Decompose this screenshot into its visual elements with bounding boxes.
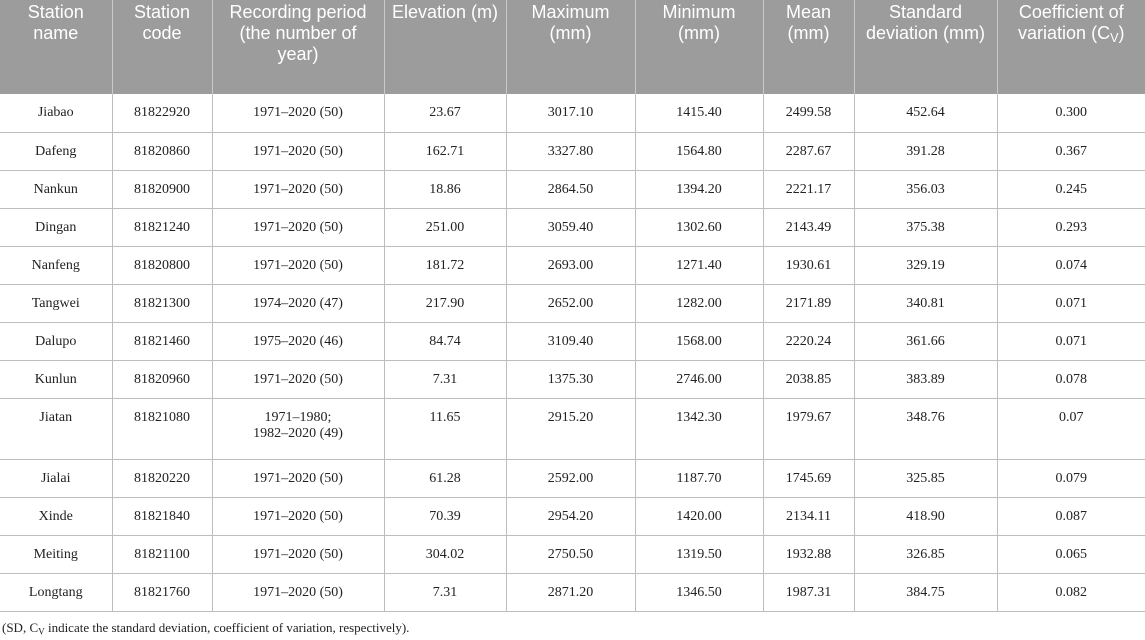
- period-line-1: 1971–1980;: [264, 409, 332, 425]
- cell-minimum: 1420.00: [635, 497, 763, 535]
- header-standard-deviation: Standard deviation (mm): [854, 0, 997, 94]
- cell-station-name: Jialai: [0, 459, 112, 497]
- cell-station-code: 81821100: [112, 535, 212, 573]
- cell-elevation: 11.65: [384, 398, 506, 459]
- cell-maximum: 1375.30: [506, 360, 635, 398]
- cell-standard-deviation: 340.81: [854, 284, 997, 322]
- cell-station-name: Nankun: [0, 170, 112, 208]
- cell-mean: 1745.69: [763, 459, 854, 497]
- cell-recording-period: 1971–2020 (50): [212, 497, 384, 535]
- cell-recording-period: 1971–2020 (50): [212, 246, 384, 284]
- cell-standard-deviation: 375.38: [854, 208, 997, 246]
- cell-recording-period: 1971–2020 (50): [212, 459, 384, 497]
- cell-standard-deviation: 361.66: [854, 322, 997, 360]
- cell-station-code: 81821080: [112, 398, 212, 459]
- cell-recording-period: 1971–2020 (50): [212, 360, 384, 398]
- cell-maximum: 2954.20: [506, 497, 635, 535]
- cell-station-name: Jiabao: [0, 94, 112, 132]
- cell-maximum: 2652.00: [506, 284, 635, 322]
- cell-minimum: 1394.20: [635, 170, 763, 208]
- cell-station-code: 81821240: [112, 208, 212, 246]
- cell-mean: 1932.88: [763, 535, 854, 573]
- cell-minimum: 1271.40: [635, 246, 763, 284]
- cell-station-code: 81820800: [112, 246, 212, 284]
- cell-station-code: 81820220: [112, 459, 212, 497]
- cell-elevation: 251.00: [384, 208, 506, 246]
- cell-elevation: 217.90: [384, 284, 506, 322]
- cell-maximum: 3059.40: [506, 208, 635, 246]
- header-cv-subscript: V: [1110, 31, 1119, 46]
- table-row: [0, 398, 1145, 459]
- cell-station-code: 81822920: [112, 94, 212, 132]
- cell-maximum: 2592.00: [506, 459, 635, 497]
- cell-maximum: 2693.00: [506, 246, 635, 284]
- cell-standard-deviation: 329.19: [854, 246, 997, 284]
- cell-recording-period: 1971–2020 (50): [212, 573, 384, 611]
- cell-elevation: 7.31: [384, 573, 506, 611]
- cell-station-name: Dafeng: [0, 132, 112, 170]
- cell-station-name: Nanfeng: [0, 246, 112, 284]
- cell-minimum: 1346.50: [635, 573, 763, 611]
- cell-mean: 2143.49: [763, 208, 854, 246]
- cell-coefficient-of-variation: 0.07: [997, 398, 1145, 459]
- cell-recording-period: 1971–2020 (50): [212, 535, 384, 573]
- cell-station-code: 81820900: [112, 170, 212, 208]
- cell-station-code: 81821300: [112, 284, 212, 322]
- cell-mean: 1979.67: [763, 398, 854, 459]
- cell-standard-deviation: 384.75: [854, 573, 997, 611]
- cell-maximum: 2915.20: [506, 398, 635, 459]
- cell-minimum: 1282.00: [635, 284, 763, 322]
- cell-coefficient-of-variation: 0.245: [997, 170, 1145, 208]
- cell-mean: 2499.58: [763, 94, 854, 132]
- cell-minimum: 1342.30: [635, 398, 763, 459]
- cell-elevation: 84.74: [384, 322, 506, 360]
- table-row: [0, 322, 1145, 360]
- table-row: [0, 208, 1145, 246]
- table-row: [0, 94, 1145, 132]
- cell-elevation: 162.71: [384, 132, 506, 170]
- cell-minimum: 1568.00: [635, 322, 763, 360]
- table-row: [0, 360, 1145, 398]
- cell-station-name: Dingan: [0, 208, 112, 246]
- cell-station-code: 81821840: [112, 497, 212, 535]
- cell-standard-deviation: 326.85: [854, 535, 997, 573]
- cell-recording-period: [212, 398, 384, 459]
- cell-recording-period: 1971–2020 (50): [212, 94, 384, 132]
- cell-elevation: 61.28: [384, 459, 506, 497]
- cell-standard-deviation: 452.64: [854, 94, 997, 132]
- table-row: [0, 497, 1145, 535]
- table-row: [0, 573, 1145, 611]
- cell-minimum: 1564.80: [635, 132, 763, 170]
- cell-elevation: 304.02: [384, 535, 506, 573]
- cell-coefficient-of-variation: 0.078: [997, 360, 1145, 398]
- cell-elevation: 23.67: [384, 94, 506, 132]
- header-station-code: Station code: [112, 0, 212, 94]
- cell-station-name: Jiatan: [0, 398, 112, 459]
- table-header-row: [0, 0, 1145, 94]
- cell-coefficient-of-variation: 0.293: [997, 208, 1145, 246]
- cell-minimum: 2746.00: [635, 360, 763, 398]
- header-station-name: Station name: [0, 0, 112, 94]
- cell-elevation: 70.39: [384, 497, 506, 535]
- cell-station-name: Tangwei: [0, 284, 112, 322]
- cell-recording-period: 1971–2020 (50): [212, 170, 384, 208]
- table-row: [0, 535, 1145, 573]
- cell-minimum: 1319.50: [635, 535, 763, 573]
- table-row: [0, 132, 1145, 170]
- cell-coefficient-of-variation: 0.071: [997, 284, 1145, 322]
- header-minimum: Minimum (mm): [635, 0, 763, 94]
- cell-station-code: 81821460: [112, 322, 212, 360]
- cell-elevation: 181.72: [384, 246, 506, 284]
- cell-station-code: 81820860: [112, 132, 212, 170]
- table-body: [0, 94, 1145, 611]
- footnote-part2: indicate the standard deviation, coefficient of variation, respectively).: [44, 620, 410, 635]
- header-coefficient-of-variation: [997, 0, 1145, 94]
- cell-recording-period: 1971–2020 (50): [212, 208, 384, 246]
- cell-recording-period: 1975–2020 (46): [212, 322, 384, 360]
- header-maximum: Maximum (mm): [506, 0, 635, 94]
- cell-maximum: 2864.50: [506, 170, 635, 208]
- header-cv-text: Coefficient of variation (C: [1018, 2, 1124, 43]
- footnote-subscript: V: [38, 626, 45, 637]
- cell-standard-deviation: 383.89: [854, 360, 997, 398]
- table-row: [0, 459, 1145, 497]
- cell-recording-period: 1971–2020 (50): [212, 132, 384, 170]
- cell-minimum: 1415.40: [635, 94, 763, 132]
- table-row: [0, 246, 1145, 284]
- cell-coefficient-of-variation: 0.367: [997, 132, 1145, 170]
- cell-mean: 2287.67: [763, 132, 854, 170]
- cell-recording-period: 1974–2020 (47): [212, 284, 384, 322]
- table-footnote: [2, 620, 409, 636]
- cell-coefficient-of-variation: 0.300: [997, 94, 1145, 132]
- cell-standard-deviation: 356.03: [854, 170, 997, 208]
- cell-standard-deviation: 348.76: [854, 398, 997, 459]
- cell-station-name: Dalupo: [0, 322, 112, 360]
- cell-minimum: 1187.70: [635, 459, 763, 497]
- cell-coefficient-of-variation: 0.071: [997, 322, 1145, 360]
- cell-station-name: Meiting: [0, 535, 112, 573]
- cell-mean: 2038.85: [763, 360, 854, 398]
- cell-mean: 1987.31: [763, 573, 854, 611]
- cell-mean: 2220.24: [763, 322, 854, 360]
- cell-standard-deviation: 325.85: [854, 459, 997, 497]
- cell-mean: 2134.11: [763, 497, 854, 535]
- cell-elevation: 18.86: [384, 170, 506, 208]
- cell-standard-deviation: 391.28: [854, 132, 997, 170]
- header-elevation: Elevation (m): [384, 0, 506, 94]
- period-line-2: 1982–2020 (49): [253, 425, 343, 441]
- cell-maximum: 2750.50: [506, 535, 635, 573]
- table-row: [0, 170, 1145, 208]
- cell-mean: 2171.89: [763, 284, 854, 322]
- header-mean: Mean (mm): [763, 0, 854, 94]
- cell-elevation: 7.31: [384, 360, 506, 398]
- cell-station-name: Xinde: [0, 497, 112, 535]
- cell-coefficient-of-variation: 0.082: [997, 573, 1145, 611]
- cell-coefficient-of-variation: 0.079: [997, 459, 1145, 497]
- cell-station-code: 81820960: [112, 360, 212, 398]
- cell-station-name: Kunlun: [0, 360, 112, 398]
- cell-maximum: 3109.40: [506, 322, 635, 360]
- header-cv-close: ): [1118, 23, 1125, 43]
- cell-standard-deviation: 418.90: [854, 497, 997, 535]
- cell-minimum: 1302.60: [635, 208, 763, 246]
- cell-maximum: 3327.80: [506, 132, 635, 170]
- footnote-part1: (SD, C: [2, 620, 39, 635]
- cell-mean: 1930.61: [763, 246, 854, 284]
- header-recording-period: Recording period (the number of year): [212, 0, 384, 94]
- cell-maximum: 3017.10: [506, 94, 635, 132]
- cell-coefficient-of-variation: 0.074: [997, 246, 1145, 284]
- table-row: [0, 284, 1145, 322]
- cell-coefficient-of-variation: 0.065: [997, 535, 1145, 573]
- cell-mean: 2221.17: [763, 170, 854, 208]
- cell-maximum: 2871.20: [506, 573, 635, 611]
- cell-station-name: Longtang: [0, 573, 112, 611]
- cell-station-code: 81821760: [112, 573, 212, 611]
- cell-coefficient-of-variation: 0.087: [997, 497, 1145, 535]
